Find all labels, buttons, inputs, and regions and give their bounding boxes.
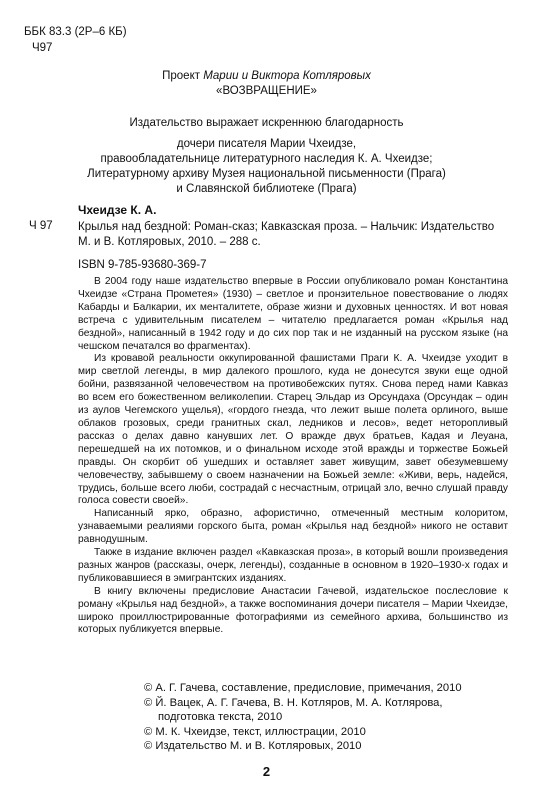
bbk-block [24,24,127,56]
catalog-description: Крылья над бездной: Роман-сказ; Кавказская проза. – Нальчик: Издательство М. и В. Котляровых, 2010. – 288 с. [78,221,495,248]
copyright-line: © Й. Вацек, А. Г. Гачева, В. Н. Котляров, М. А. Котлярова, [144,696,443,709]
thanks-line: Издательство выражает искреннюю благодарность [129,117,404,129]
project-line [0,69,533,84]
project-names: Марии и Виктора Котляровых [203,70,371,82]
thanks-line: Литературному архиву Музея национальной письменности (Прага) [87,168,446,180]
thanks-line: правообладательнице литературного наследия К. А. Чхеидзе; [100,153,433,165]
copyright-line: подготовка текста, 2010 [158,711,283,724]
abstract-paragraph: Также в издание включен раздел «Кавказская проза», в который вошли произведения разных жанров (рассказы, очерк, легенды), созданные в основном в 1920–1930-х годах и публиковавшиеся в эмигрантских изданиях. [78,547,508,584]
copyright-line: © Издательство М. и В. Котляровых, 2010 [144,740,362,753]
bbk-code: ББК 83.3 (2Р–6 КБ) [24,26,127,38]
isbn: ISBN 9-785-93680-369-7 [78,259,207,271]
copyright-line: © А. Г. Гачева, составление, предисловие, примечания, 2010 [144,682,462,694]
project-title: «ВОЗВРАЩЕНИЕ» [216,85,317,97]
abstract-paragraph: Из кровавой реальности оккупированной фашистами Праги К. А. Чхеидзе уходит в мир светлой легенды, в мир далекого прошлого, куда не донесутся звуки еще одной бойни, развязанной человечеством на противобежских путях. Снова перед нами Кавказ во всем его божественном великолепии. Старец Эльдар из Орсундаха (Орсундак – один из аулов Чегемского ущелья), «гордого гнезда, что лежит выше полета орлиного, выше облаков грозовых, среди гранитных скал, ледников и лесов», ведет неторопливый рассказ о делах давно канувших лет. О вражде двух братьев, Кадая и Леуана, перешедшей на их потомков, и о финальном исходе этой вражды и торжестве Божьей правды. Он скорбит об ушедших и оставляет завет живущим, завет обезумевшему человечеству, забывшему о своем назначении на Божьей земле: «Живи, верь, надейся, трудись, больше всего люби, сострадай с несчастным, отрицай зло, вечно слушай правду голоса совести своей». [78,353,508,507]
abstract [78,276,508,637]
catalog-author: Чхеидзе К. А. [78,203,157,217]
project-header [0,69,533,99]
abstract-paragraph: В книгу включены предисловие Анастасии Гачевой, издательское послесловие к роману «Крылья над бездной», а также воспоминания дочери писателя – Марии Чхеидзе, широко проиллюстрированные фотографиями из семейного архива, большинство из которых публикуется впервые. [78,585,508,636]
abstract-paragraph: В 2004 году наше издательство впервые в России опубликовало роман Константина Чхеидзе «Страна Прометея» (1930) – светлое и пронзительное повествование о людях Кабарды и Балкарии, их менталитете, образе жизни и духовных ценностях. И вот новая встреча с удивительным писателем – читателю предлагается роман «Крылья над бездной», написанный в 1942 году и до сих пор так и не изданный на русском языке (на чешском печатался во фрагментах). [78,276,508,352]
copyright-block [144,681,462,754]
thanks-line: дочери писателя Марии Чхеидзе, [176,138,357,150]
page-number: 2 [262,764,271,779]
project-prefix: Проект [162,70,204,82]
copyright-line: © М. К. Чхеидзе, текст, иллюстрации, 2010 [144,725,366,738]
author-sign-code: Ч97 [32,42,53,54]
abstract-paragraph: Написанный ярко, образно, афористично, отмеченный местным колоритом, узнаваемыми реалиями горского быта, роман «Крылья над бездной» никого не оставит равнодушным. [78,508,508,546]
catalog-code: Ч 97 [29,220,53,232]
thanks-line: и Славянской библиотеке (Прага) [176,183,357,195]
acknowledgements [0,116,533,197]
